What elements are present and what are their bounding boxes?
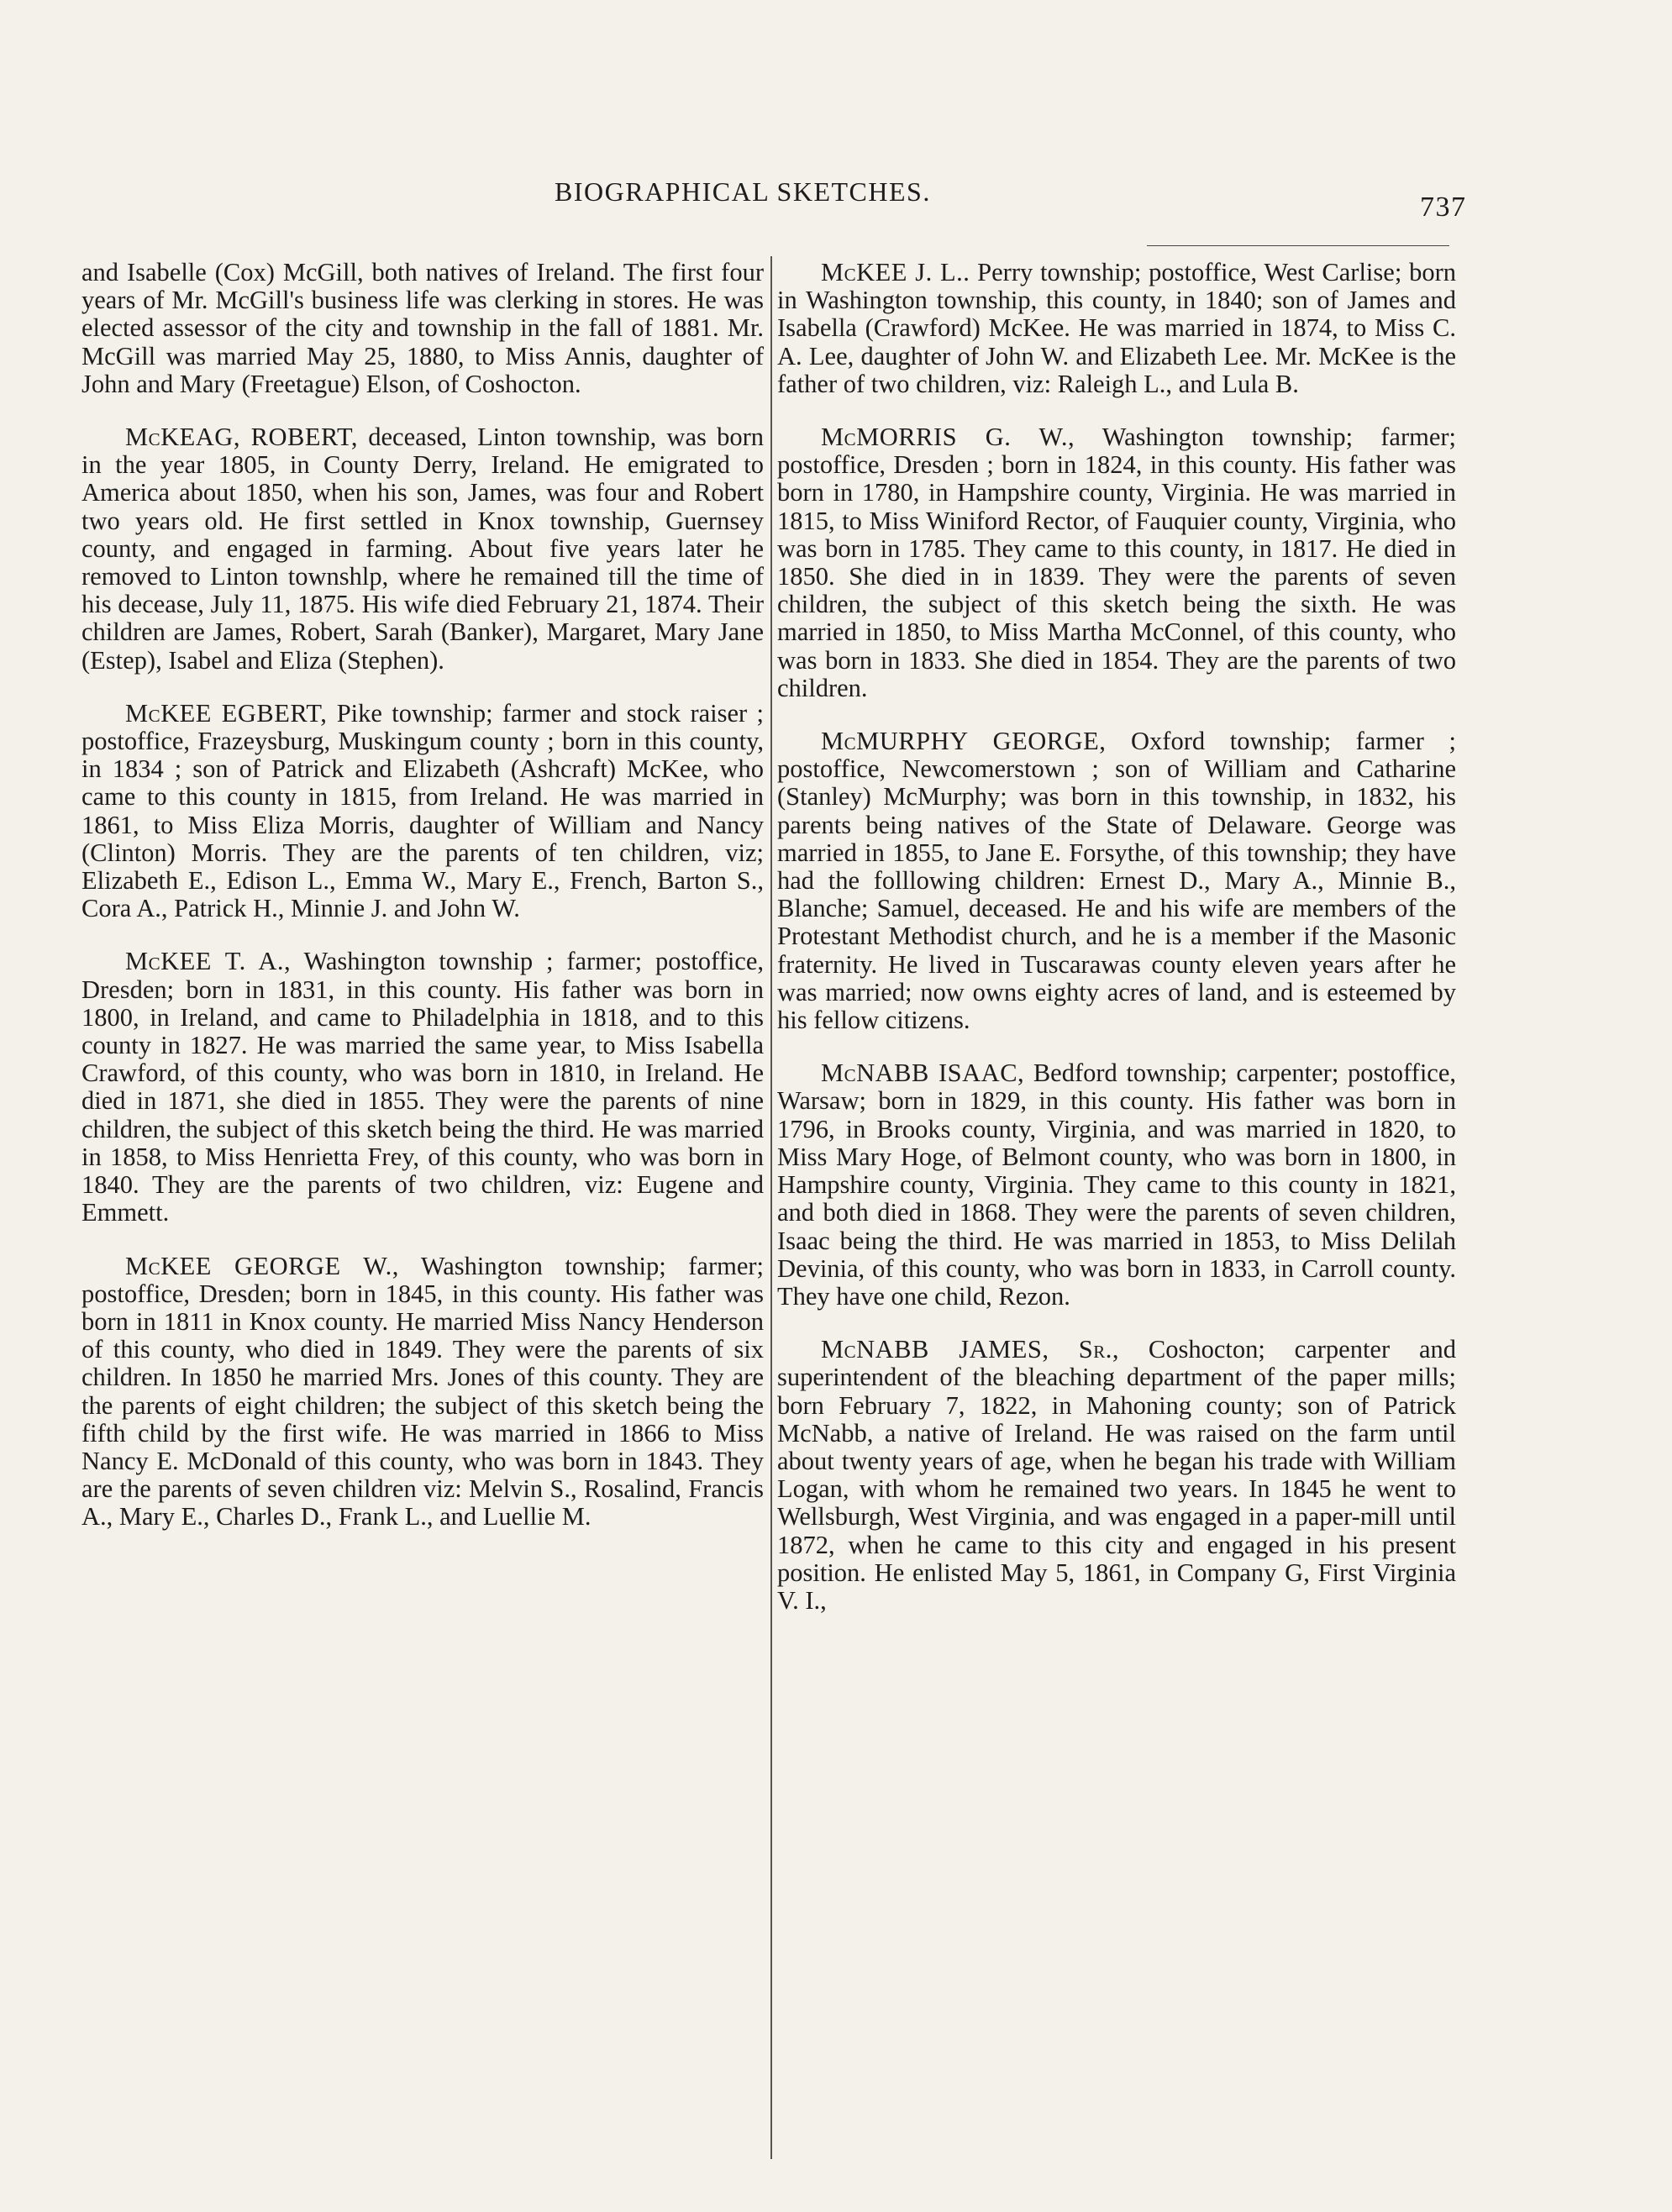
sketch-paragraph: McKEE EGBERT, Pike township; farmer and stock raiser ; postoffice, Frazeysburg, Muskingum county ; born in this county, in 1834 ; son of Patrick and Elizabeth (Ashcraft) McKee, who came to this county in 1815, from Ireland. He was married in 1861, to Miss Eliza Morris, daughter of William and Nancy (Clinton) Morris. They are the parents of ten children, viz; Elizabeth E., Edison L., Emma W., Mary E., French, Barton S., Cora A., Patrick H., Minnie J. and John W. [81, 698, 764, 923]
sketch-paragraph: McMURPHY GEORGE, Oxford township; farmer ; postoffice, Newcomerstown ; son of William and Catharine (Stanley) McMurphy; was born in this township, in 1832, his parents being natives of the State of Delaware. George was married in 1855, to Jane E. Forsythe, of this township; they have had the folllowing children: Ernest D., Mary A., Minnie B., Blanche; Samuel, deceased. He and his wife are members of the Protestant Methodist church, and he is a member if the Masonic fraternity. He lived in Tuscarawas county eleven years after he was married; now owns eighty acres of land, and is esteemed by his fellow citizens. [777, 727, 1456, 1035]
sketch-paragraph: McMORRIS G. W., Washington township; farmer; postoffice, Dresden ; born in 1824, in this county. His father was born in 1780, in Hampshire county, Virginia. He was married in 1815, to Miss Winiford Rector, of Fauquier county, Virginia, who was born in 1785. They came to this county, in 1817. He died in 1850. She died in in 1839. They were the parents of seven children, the subject of this sketch being the sixth. He was married in 1850, to Miss Martha McConnel, of this county, who was born in 1833. She died in 1854. They are the parents of two children. [777, 423, 1456, 702]
sketch-paragraph: McNABB ISAAC, Bedford township; carpenter; postoffice, Warsaw; born in 1829, in this county. His father was born in 1796, in Brooks county, Virginia, and was married in 1820, to Miss Mary Hoge, of Belmont county, who was born in 1800, in Hampshire county, Virginia. They came to this county in 1821, and both died in 1868. They were the parents of seven children, Isaac being the third. He was married in 1853, to Miss Delilah Devinia, of this county, who was born in 1833, in Carroll county. They have one child, Rezon. [777, 1059, 1456, 1311]
header-rule [1147, 245, 1449, 246]
left-column [81, 259, 764, 1557]
sketch-paragraph: McKEAG, ROBERT, deceased, Linton township, was born in the year 1805, in County Derry, Ireland. He emigrated to America about 1850, when his son, James, was four and Robert two years old. He first settled in Knox township, Guernsey county, and engaged in farming. About five years later he removed to Linton townshlp, where he remained till the time of his decease, July 11, 1875. His wife died February 21, 1874. Their children are James, Robert, Sarah (Banker), Margaret, Mary Jane (Estep), Isabel and Eliza (Stephen). [81, 423, 764, 675]
sketch-paragraph: McKEE J. L.. Perry township; postoffice, West Carlise; born in Washington township, this county, in 1840; son of James and Isabella (Crawford) McKee. He was married in 1874, to Miss C. A. Lee, daughter of John W. and Elizabeth Lee. Mr. McKee is the father of two children, viz: Raleigh L., and Lula B. [777, 258, 1456, 398]
sketch-paragraph: McNABB JAMES, Sr., Coshocton; carpenter and superintendent of the bleaching department of the paper mills; born February 7, 1822, in Mahoning county; son of Patrick McNabb, a native of Ireland. He was raised on the farm until about twenty years of age, when he began his trade with William Logan, with whom he remained two years. In 1845 he went to Wellsburgh, West Virginia, and was engaged in a paper-mill until 1872, when he came to this city and engaged in his present position. He enlisted May 5, 1861, in Company G, First Virginia V. I., [777, 1335, 1457, 1615]
sketch-paragraph: McKEE T. A., Washington township ; farmer; postoffice, Dresden; born in 1831, in this county. His father was born in 1800, in Ireland, and came to Philadelphia in 1818, and to this county in 1827. He was married the same year, to Miss Isabella Crawford, of this county, who was born in 1810, in Ireland. He died in 1871, she died in 1855. They were the parents of nine children, the subject of this sketch being the third. He was married in 1858, to Miss Henrietta Frey, of this county, who was born in 1840. They are the parents of two children, viz: Eugene and Emmett. [81, 947, 764, 1227]
sketch-paragraph: McKEE GEORGE W., Washington township; farmer; postoffice, Dresden; born in 1845, in this county. His father was born in 1811 in Knox county. He married Miss Nancy Henderson of this county, who died in 1849. They were the parents of six children. In 1850 he married Mrs. Jones of this county. They are the parents of eight children; the subject of this sketch being the fifth child by the first wife. He was married in 1866 to Miss Nancy E. McDonald of this county, who was born in 1843. They are the parents of seven children viz: Melvin S., Rosalind, Francis A., Mary E., Charles D., Frank L., and Luellie M. [81, 1251, 764, 1532]
right-column [777, 259, 1456, 1640]
page-title: BIOGRAPHICAL SKETCHES. [555, 176, 931, 207]
page-number: 737 [1420, 192, 1467, 223]
column-divider [770, 256, 772, 2159]
sketch-paragraph: and Isabelle (Cox) McGill, both natives of Ireland. The first four years of Mr. McGill's business life was clerking in stores. He was elected assessor of the city and township in the fall of 1881. Mr. McGill was married May 25, 1880, to Miss Annis, daughter of John and Mary (Freetague) Elson, of Coshocton. [81, 258, 764, 398]
